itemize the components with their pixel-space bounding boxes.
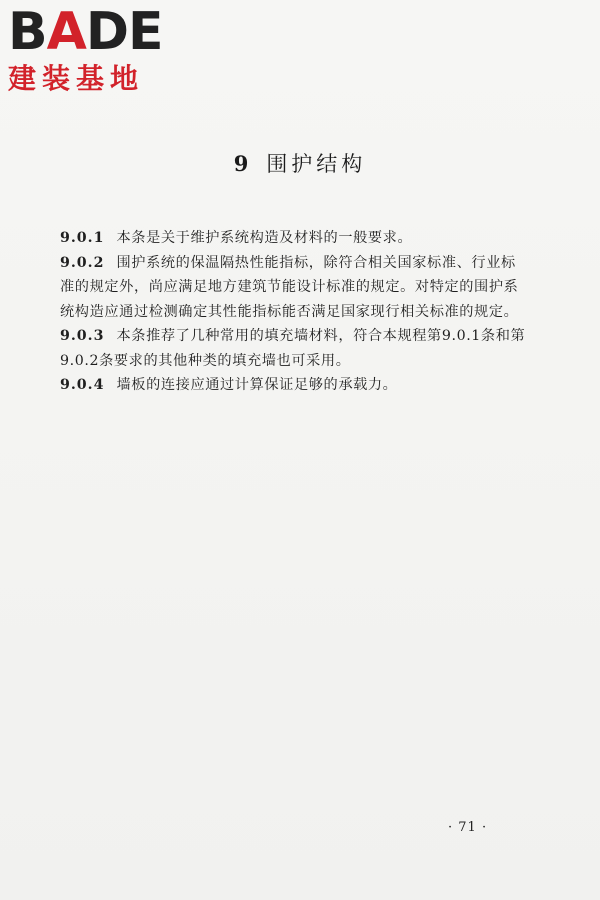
clause-text: 墙板的连接应通过计算保证足够的承载力。	[116, 377, 398, 393]
clause-number: 9.0.4	[60, 377, 105, 393]
clause-text: 围护系统的保温隔热性能指标，除符合相关国家标准、行业标准的规定外，尚应满足地方建筑节能设计标准的规定。对特定的围护系统构造应通过检测确定其性能指标能否满足国家现行相关标准的规定。	[60, 254, 519, 320]
clause-paragraph	[60, 251, 530, 325]
logo-wordmark	[8, 2, 178, 62]
logo-subtitle: 建装基地	[8, 62, 145, 95]
clause-paragraph	[60, 324, 530, 373]
page-number: · 71 ·	[448, 820, 488, 835]
clause-text: 本条是关于维护系统构造及材料的一般要求。	[116, 230, 413, 246]
chapter-title-text: 围护结构	[266, 152, 367, 176]
chapter-number: 9	[233, 151, 253, 176]
clause-number: 9.0.2	[60, 254, 105, 271]
bade-logo	[8, 2, 178, 95]
logo-letters-prefix: B	[8, 2, 47, 62]
chapter-heading	[0, 148, 600, 178]
clause-text: 本条推荐了几种常用的填充墙材料，符合本规程第9.0.1条和第9.0.2条要求的其他种类的填充墙也可采用。	[60, 328, 526, 369]
clause-paragraph	[60, 373, 530, 398]
clause-list	[60, 226, 530, 398]
logo-letter-accent: A	[46, 2, 86, 62]
logo-letters-suffix: DE	[85, 2, 163, 62]
clause-number: 9.0.3	[60, 328, 105, 344]
clause-paragraph	[60, 226, 530, 251]
clause-number: 9.0.1	[60, 230, 105, 246]
